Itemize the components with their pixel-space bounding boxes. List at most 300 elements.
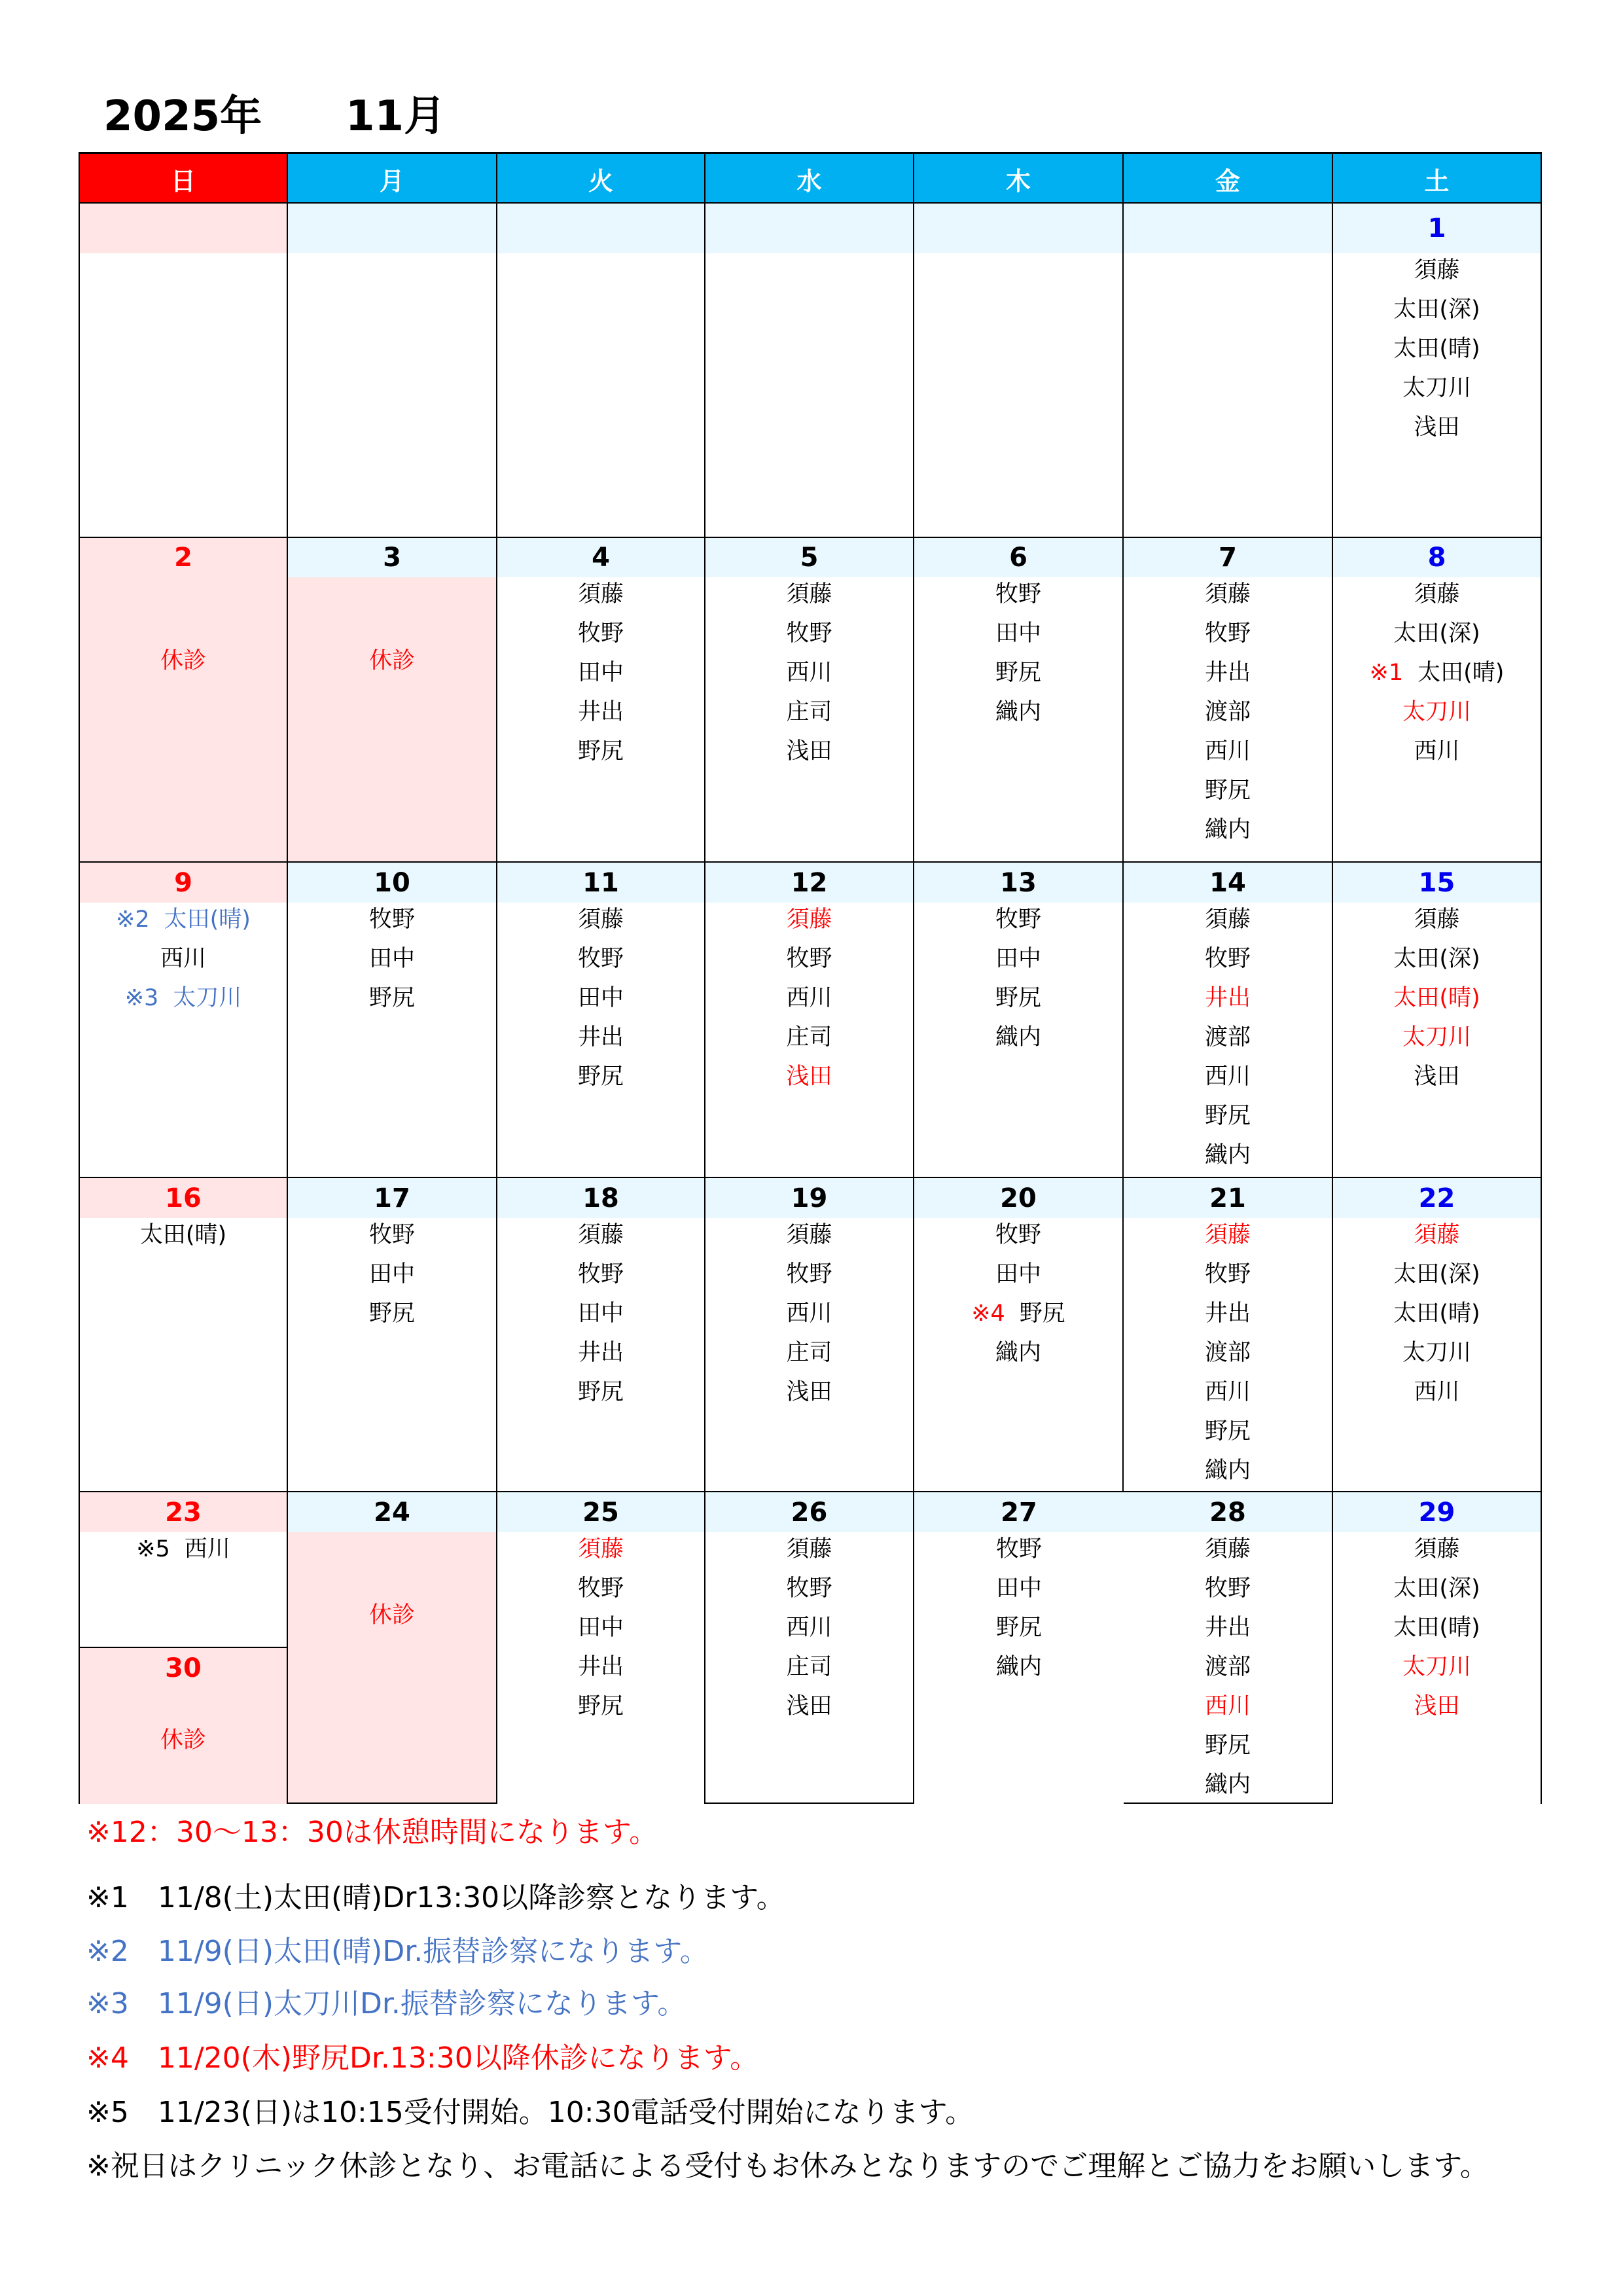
- doctor-list: [497, 1530, 704, 1726]
- doctor-name: 須藤: [1204, 906, 1251, 933]
- doctor-name: 須藤: [577, 906, 624, 933]
- doctor-entry: [497, 939, 704, 978]
- doctor-name: 須藤: [1204, 1222, 1251, 1248]
- day-cell: [914, 1491, 1124, 1804]
- doctor-entry: [1333, 1647, 1541, 1687]
- doctor-name: 太刀川: [1402, 1340, 1471, 1366]
- doctor-entry: [1124, 692, 1332, 732]
- doctor-entry: [914, 1333, 1122, 1372]
- doctor-name: 織内: [1204, 1458, 1251, 1484]
- date-number: 17: [288, 1178, 496, 1218]
- doctor-entry: [497, 978, 704, 1018]
- doctor-name: 牧野: [995, 581, 1041, 607]
- doctor-name: 太田(晴): [1393, 1615, 1480, 1641]
- day-cell: [79, 1647, 288, 1804]
- doctor-name: 太田(晴): [164, 906, 251, 933]
- doctor-name: 田中: [995, 946, 1041, 972]
- doctor-name: 庄司: [786, 699, 832, 725]
- date-number: [914, 204, 1122, 253]
- doctor-entry: [1124, 1726, 1332, 1765]
- doctor-entry: [914, 692, 1122, 732]
- doctor-name: 井出: [577, 1340, 624, 1366]
- doctor-list: [705, 1530, 913, 1726]
- day-cell: [497, 1491, 705, 1804]
- doctor-entry: [705, 1294, 913, 1333]
- doctor-name: 織内: [995, 1340, 1041, 1366]
- doctor-name: 井出: [577, 1654, 624, 1680]
- doctor-entry: [1333, 978, 1541, 1018]
- doctor-entry: [1124, 1530, 1332, 1569]
- doctor-name: 須藤: [577, 581, 624, 607]
- doctor-list: [914, 575, 1122, 732]
- day-cell: [79, 1491, 288, 1647]
- doctor-entry: [914, 1608, 1124, 1647]
- doctor-name: 田中: [368, 946, 415, 972]
- weekday-header: 木: [914, 154, 1124, 204]
- doctor-entry: [914, 653, 1122, 692]
- note-line: ※祝日はクリニック休診となり、お電話による受付もお休みとなりますのでご理解とご協力をお願いします。: [86, 2149, 1489, 2183]
- doctor-list: [705, 900, 913, 1096]
- doctor-entry: [1333, 408, 1541, 447]
- day-cell: [1124, 202, 1333, 537]
- date-number: 28: [1124, 1492, 1332, 1532]
- doctor-entry: [1333, 368, 1541, 408]
- doctor-name: 牧野: [368, 1222, 415, 1248]
- date-number: 30: [80, 1648, 287, 1688]
- day-cell: [1333, 861, 1542, 1177]
- doctor-entry: [497, 1687, 704, 1726]
- doctor-name: 太刀川: [1402, 375, 1471, 401]
- doctor-entry: [497, 1255, 704, 1294]
- doctor-entry: [1124, 1412, 1332, 1451]
- doctor-entry: [1333, 1333, 1541, 1372]
- doctor-name: 田中: [995, 1261, 1041, 1287]
- doctor-entry: [497, 692, 704, 732]
- note-line: ※3 11/9(日)太刀川Dr.振替診察になります。: [86, 1987, 687, 2020]
- doctor-entry: [914, 1018, 1122, 1057]
- doctor-entry: [1333, 653, 1541, 692]
- doctor-entry: [497, 732, 704, 771]
- doctor-name: 田中: [577, 1615, 624, 1641]
- doctor-name: 西川: [1204, 1693, 1251, 1719]
- date-number: 29: [1333, 1492, 1541, 1532]
- doctor-entry: [497, 1608, 704, 1647]
- day-cell: [705, 861, 914, 1177]
- doctor-entry: [705, 614, 913, 653]
- weekday-header: 金: [1124, 154, 1333, 204]
- doctor-list: [288, 1215, 496, 1333]
- doctor-entry: [497, 614, 704, 653]
- doctor-name: 浅田: [1414, 1693, 1460, 1719]
- doctor-name: 太田(晴): [1393, 1300, 1480, 1327]
- doctor-name: 田中: [995, 620, 1041, 647]
- note-line: ※2 11/9(日)太田(晴)Dr.振替診察になります。: [86, 1935, 709, 1968]
- day-cell: [1124, 1491, 1333, 1804]
- doctor-entry: [497, 653, 704, 692]
- doctor-list: [1333, 1215, 1541, 1412]
- date-number: 22: [1333, 1178, 1541, 1218]
- doctor-name: 西川: [786, 1615, 832, 1641]
- day-cell: [288, 1491, 497, 1804]
- doctor-name: 井出: [1204, 985, 1251, 1011]
- doctor-name: 庄司: [786, 1340, 832, 1366]
- doctor-name: 牧野: [1204, 946, 1251, 972]
- date-number: [497, 204, 704, 253]
- doctor-name: 須藤: [1204, 581, 1251, 607]
- date-number: [705, 204, 913, 253]
- date-number: 27: [914, 1492, 1124, 1532]
- doctor-name: 西川: [160, 946, 206, 972]
- doctor-entry: [497, 1333, 704, 1372]
- doctor-entry: [914, 900, 1122, 939]
- doctor-name: 野尻: [577, 1693, 624, 1719]
- date-number: 26: [705, 1492, 913, 1532]
- date-number: 5: [705, 538, 913, 577]
- doctor-entry: [705, 575, 913, 614]
- doctor-entry: [1124, 1136, 1332, 1175]
- doctor-entry: [80, 978, 287, 1018]
- note-line: ※12：30～13：30は休憩時間になります。: [86, 1816, 658, 1849]
- doctor-name: 渡部: [1204, 1024, 1251, 1050]
- closed-label: 休診: [368, 648, 415, 674]
- doctor-name: 須藤: [1414, 581, 1460, 607]
- doctor-list: [914, 1530, 1124, 1687]
- doctor-list: [705, 575, 913, 771]
- doctor-entry: [705, 1608, 913, 1647]
- doctor-list: [1333, 575, 1541, 771]
- doctor-name: 浅田: [786, 1064, 832, 1090]
- doctor-entry: [1124, 1018, 1332, 1057]
- date-number: 25: [497, 1492, 704, 1532]
- doctor-name: 須藤: [1204, 1536, 1251, 1562]
- doctor-list: [288, 900, 496, 1018]
- date-number: 6: [914, 538, 1122, 577]
- day-cell: [1124, 861, 1333, 1177]
- note-line: ※4 11/20(木)野尻Dr.13:30以降休診になります。: [86, 2041, 759, 2075]
- doctor-name: 牧野: [786, 1575, 832, 1602]
- doctor-name: 織内: [995, 1024, 1041, 1050]
- doctor-entry: [705, 732, 913, 771]
- doctor-name: 太田(深): [1393, 1261, 1480, 1287]
- doctor-entry: [497, 1569, 704, 1608]
- doctor-name: 牧野: [577, 1575, 624, 1602]
- doctor-entry: [705, 1569, 913, 1608]
- weekday-header: 日: [79, 154, 288, 204]
- doctor-list: [80, 1530, 287, 1569]
- date-number: 3: [288, 538, 496, 577]
- doctor-entry: [1333, 290, 1541, 329]
- doctor-name: 野尻: [1204, 1418, 1251, 1444]
- doctor-name: 西川: [1204, 1379, 1251, 1405]
- doctor-list: [914, 1215, 1122, 1372]
- doctor-list: [497, 575, 704, 771]
- doctor-name: 井出: [1204, 1615, 1251, 1641]
- doctor-name: 田中: [368, 1261, 415, 1287]
- doctor-name: 織内: [1204, 817, 1251, 843]
- doctor-name: 牧野: [577, 620, 624, 647]
- day-cell: [288, 537, 497, 861]
- doctor-entry: [1333, 575, 1541, 614]
- doctor-name: 須藤: [1414, 257, 1460, 283]
- doctor-entry: [288, 1215, 496, 1255]
- doctor-name: 太田(晴): [1418, 660, 1505, 686]
- doctor-name: 野尻: [1019, 1300, 1065, 1327]
- doctor-entry: [705, 1530, 913, 1569]
- date-number: 4: [497, 538, 704, 577]
- doctor-name: 太刀川: [1402, 1024, 1471, 1050]
- doctor-entry: [914, 1530, 1124, 1569]
- doctor-entry: [705, 1255, 913, 1294]
- doctor-name: 西川: [1204, 1064, 1251, 1090]
- doctor-list: [1124, 575, 1332, 850]
- doctor-name: 牧野: [368, 906, 415, 933]
- doctor-entry: [288, 939, 496, 978]
- doctor-entry: [705, 1687, 913, 1726]
- doctor-name: 須藤: [1414, 906, 1460, 933]
- doctor-entry: [914, 978, 1122, 1018]
- doctor-name: 野尻: [368, 985, 415, 1011]
- doctor-name: 浅田: [786, 1693, 832, 1719]
- doctor-entry: [705, 1372, 913, 1412]
- doctor-entry: [1333, 692, 1541, 732]
- closed-label: 休診: [368, 1602, 415, 1628]
- doctor-name: 牧野: [995, 906, 1041, 933]
- day-cell: [79, 1177, 288, 1491]
- date-number: 16: [80, 1178, 287, 1218]
- doctor-name: 井出: [1204, 1300, 1251, 1327]
- doctor-list: [497, 1215, 704, 1412]
- doctor-list: [705, 1215, 913, 1412]
- weekday-header: 火: [497, 154, 705, 204]
- title-year: 2025年: [103, 92, 262, 141]
- doctor-entry: [497, 1372, 704, 1412]
- doctor-entry: [705, 653, 913, 692]
- doctor-name: 西川: [786, 660, 832, 686]
- doctor-name: 西川: [1414, 738, 1460, 764]
- doctor-entry: [1333, 329, 1541, 368]
- doctor-name: 浅田: [1414, 1064, 1460, 1090]
- doctor-entry: [497, 1018, 704, 1057]
- doctor-entry: [1124, 1608, 1332, 1647]
- day-cell: [914, 537, 1124, 861]
- doctor-name: 太田(深): [1393, 1575, 1480, 1602]
- doctor-list: [497, 900, 704, 1096]
- day-cell: [914, 1177, 1124, 1491]
- doctor-entry: [1333, 1255, 1541, 1294]
- doctor-entry: [80, 939, 287, 978]
- date-number: 9: [80, 863, 287, 903]
- doctor-name: 須藤: [786, 1222, 832, 1248]
- day-cell: [1124, 1177, 1333, 1491]
- date-number: 15: [1333, 863, 1541, 903]
- footnote-mark: ※5: [136, 1536, 170, 1562]
- doctor-entry: [1124, 978, 1332, 1018]
- doctor-entry: [914, 1215, 1122, 1255]
- doctor-entry: [497, 1647, 704, 1687]
- day-cell: [705, 537, 914, 861]
- doctor-entry: [1124, 810, 1332, 850]
- date-number: 1: [1333, 204, 1541, 253]
- doctor-entry: [705, 939, 913, 978]
- doctor-name: 牧野: [577, 1261, 624, 1287]
- closed-label: 休診: [160, 648, 206, 674]
- doctor-entry: [1333, 1687, 1541, 1726]
- doctor-entry: [1124, 1215, 1332, 1255]
- doctor-name: 牧野: [786, 946, 832, 972]
- doctor-name: 西川: [786, 1300, 832, 1327]
- footnote-mark: ※3: [124, 985, 159, 1011]
- weekday-header: 水: [705, 154, 914, 204]
- doctor-name: 西川: [786, 985, 832, 1011]
- note-line: ※5 11/23(日)は10:15受付開始。10:30電話受付開始になります。: [86, 2096, 974, 2129]
- doctor-list: [1333, 251, 1541, 447]
- doctor-name: 田中: [577, 660, 624, 686]
- doctor-name: 太刀川: [1402, 699, 1471, 725]
- doctor-list: [1333, 1530, 1541, 1726]
- doctor-entry: [1124, 1569, 1332, 1608]
- date-number: 23: [80, 1492, 287, 1532]
- doctor-name: 須藤: [1414, 1222, 1460, 1248]
- doctor-name: 西川: [184, 1536, 230, 1562]
- doctor-name: 須藤: [577, 1222, 624, 1248]
- doctor-entry: [914, 575, 1122, 614]
- doctor-name: 太田(深): [1393, 946, 1480, 972]
- doctor-name: 井出: [577, 699, 624, 725]
- footnote-mark: ※4: [971, 1300, 1005, 1327]
- doctor-entry: [497, 1215, 704, 1255]
- doctor-entry: [705, 900, 913, 939]
- doctor-entry: [1333, 1372, 1541, 1412]
- doctor-name: 牧野: [786, 620, 832, 647]
- doctor-entry: [1333, 1608, 1541, 1647]
- doctor-name: 浅田: [1414, 414, 1460, 440]
- doctor-entry: [497, 1530, 704, 1569]
- date-number: 14: [1124, 863, 1332, 903]
- doctor-name: 田中: [577, 985, 624, 1011]
- day-cell: [79, 537, 288, 861]
- weekday-header-row: [79, 152, 1542, 204]
- day-cell: [705, 202, 914, 537]
- doctor-name: 須藤: [786, 906, 832, 933]
- day-cell: [79, 861, 288, 1177]
- doctor-name: 庄司: [786, 1024, 832, 1050]
- doctor-name: 太田(深): [1393, 620, 1480, 647]
- date-number: [1124, 204, 1332, 253]
- doctor-name: 庄司: [786, 1654, 832, 1680]
- doctor-name: 織内: [1204, 1142, 1251, 1168]
- doctor-entry: [705, 1333, 913, 1372]
- doctor-entry: [288, 1294, 496, 1333]
- doctor-entry: [705, 692, 913, 732]
- day-cell: [1333, 1177, 1542, 1491]
- doctor-name: 牧野: [786, 1261, 832, 1287]
- doctor-entry: [1124, 771, 1332, 810]
- doctor-name: 野尻: [368, 1300, 415, 1327]
- doctor-name: 田中: [995, 1575, 1042, 1602]
- title-month: 11月: [346, 92, 446, 141]
- doctor-entry: [1333, 1018, 1541, 1057]
- day-cell: [914, 202, 1124, 537]
- doctor-entry: [705, 1215, 913, 1255]
- doctor-entry: [705, 1057, 913, 1096]
- doctor-entry: [914, 1647, 1124, 1687]
- doctor-entry: [1124, 614, 1332, 653]
- doctor-name: 太田(晴): [1393, 985, 1480, 1011]
- weekday-header: 月: [288, 154, 497, 204]
- doctor-name: 浅田: [786, 738, 832, 764]
- doctor-name: 太刀川: [1402, 1654, 1471, 1680]
- day-cell: [288, 1177, 497, 1491]
- doctor-name: 須藤: [1414, 1536, 1460, 1562]
- date-number: 18: [497, 1178, 704, 1218]
- doctor-entry: [1124, 575, 1332, 614]
- date-number: 11: [497, 863, 704, 903]
- doctor-name: 牧野: [1204, 620, 1251, 647]
- doctor-name: 牧野: [995, 1536, 1042, 1562]
- doctor-name: 井出: [577, 1024, 624, 1050]
- doctor-list: [914, 900, 1122, 1057]
- date-number: 19: [705, 1178, 913, 1218]
- doctor-entry: [1124, 1255, 1332, 1294]
- doctor-name: 渡部: [1204, 1654, 1251, 1680]
- day-cell: [288, 861, 497, 1177]
- doctor-entry: [1124, 1765, 1332, 1804]
- doctor-entry: [1124, 1333, 1332, 1372]
- doctor-name: 野尻: [1204, 1103, 1251, 1129]
- doctor-entry: [80, 1530, 287, 1569]
- doctor-name: 織内: [1204, 1772, 1251, 1798]
- doctor-entry: [1333, 251, 1541, 290]
- doctor-entry: [1333, 614, 1541, 653]
- doctor-list: [1124, 1530, 1332, 1804]
- doctor-entry: [1333, 1294, 1541, 1333]
- doctor-entry: [705, 1018, 913, 1057]
- doctor-name: 牧野: [577, 946, 624, 972]
- doctor-entry: [1124, 732, 1332, 771]
- doctor-name: 須藤: [577, 1536, 624, 1562]
- doctor-entry: [914, 614, 1122, 653]
- date-number: 20: [914, 1178, 1122, 1218]
- doctor-entry: [1124, 900, 1332, 939]
- doctor-name: 太田(晴): [139, 1222, 227, 1248]
- doctor-entry: [1124, 939, 1332, 978]
- doctor-entry: [1333, 900, 1541, 939]
- date-number: 2: [80, 538, 287, 577]
- doctor-name: 野尻: [577, 1064, 624, 1090]
- doctor-entry: [1333, 1057, 1541, 1096]
- doctor-entry: [497, 575, 704, 614]
- day-cell: [1333, 202, 1542, 537]
- date-number: 13: [914, 863, 1122, 903]
- day-cell: [705, 1177, 914, 1491]
- day-cell: [1333, 537, 1542, 861]
- doctor-name: 井出: [1204, 660, 1251, 686]
- doctor-entry: [1333, 732, 1541, 771]
- day-cell: [497, 537, 705, 861]
- date-number: 7: [1124, 538, 1332, 577]
- doctor-entry: [80, 900, 287, 939]
- day-cell: [705, 1491, 914, 1804]
- doctor-name: 野尻: [995, 1615, 1042, 1641]
- doctor-name: 渡部: [1204, 1340, 1251, 1366]
- closed-label: 休診: [160, 1727, 206, 1753]
- doctor-name: 牧野: [1204, 1575, 1251, 1602]
- doctor-name: 野尻: [577, 1379, 624, 1405]
- doctor-name: 織内: [995, 1654, 1042, 1680]
- doctor-name: 野尻: [577, 738, 624, 764]
- doctor-entry: [288, 978, 496, 1018]
- doctor-name: 須藤: [786, 1536, 832, 1562]
